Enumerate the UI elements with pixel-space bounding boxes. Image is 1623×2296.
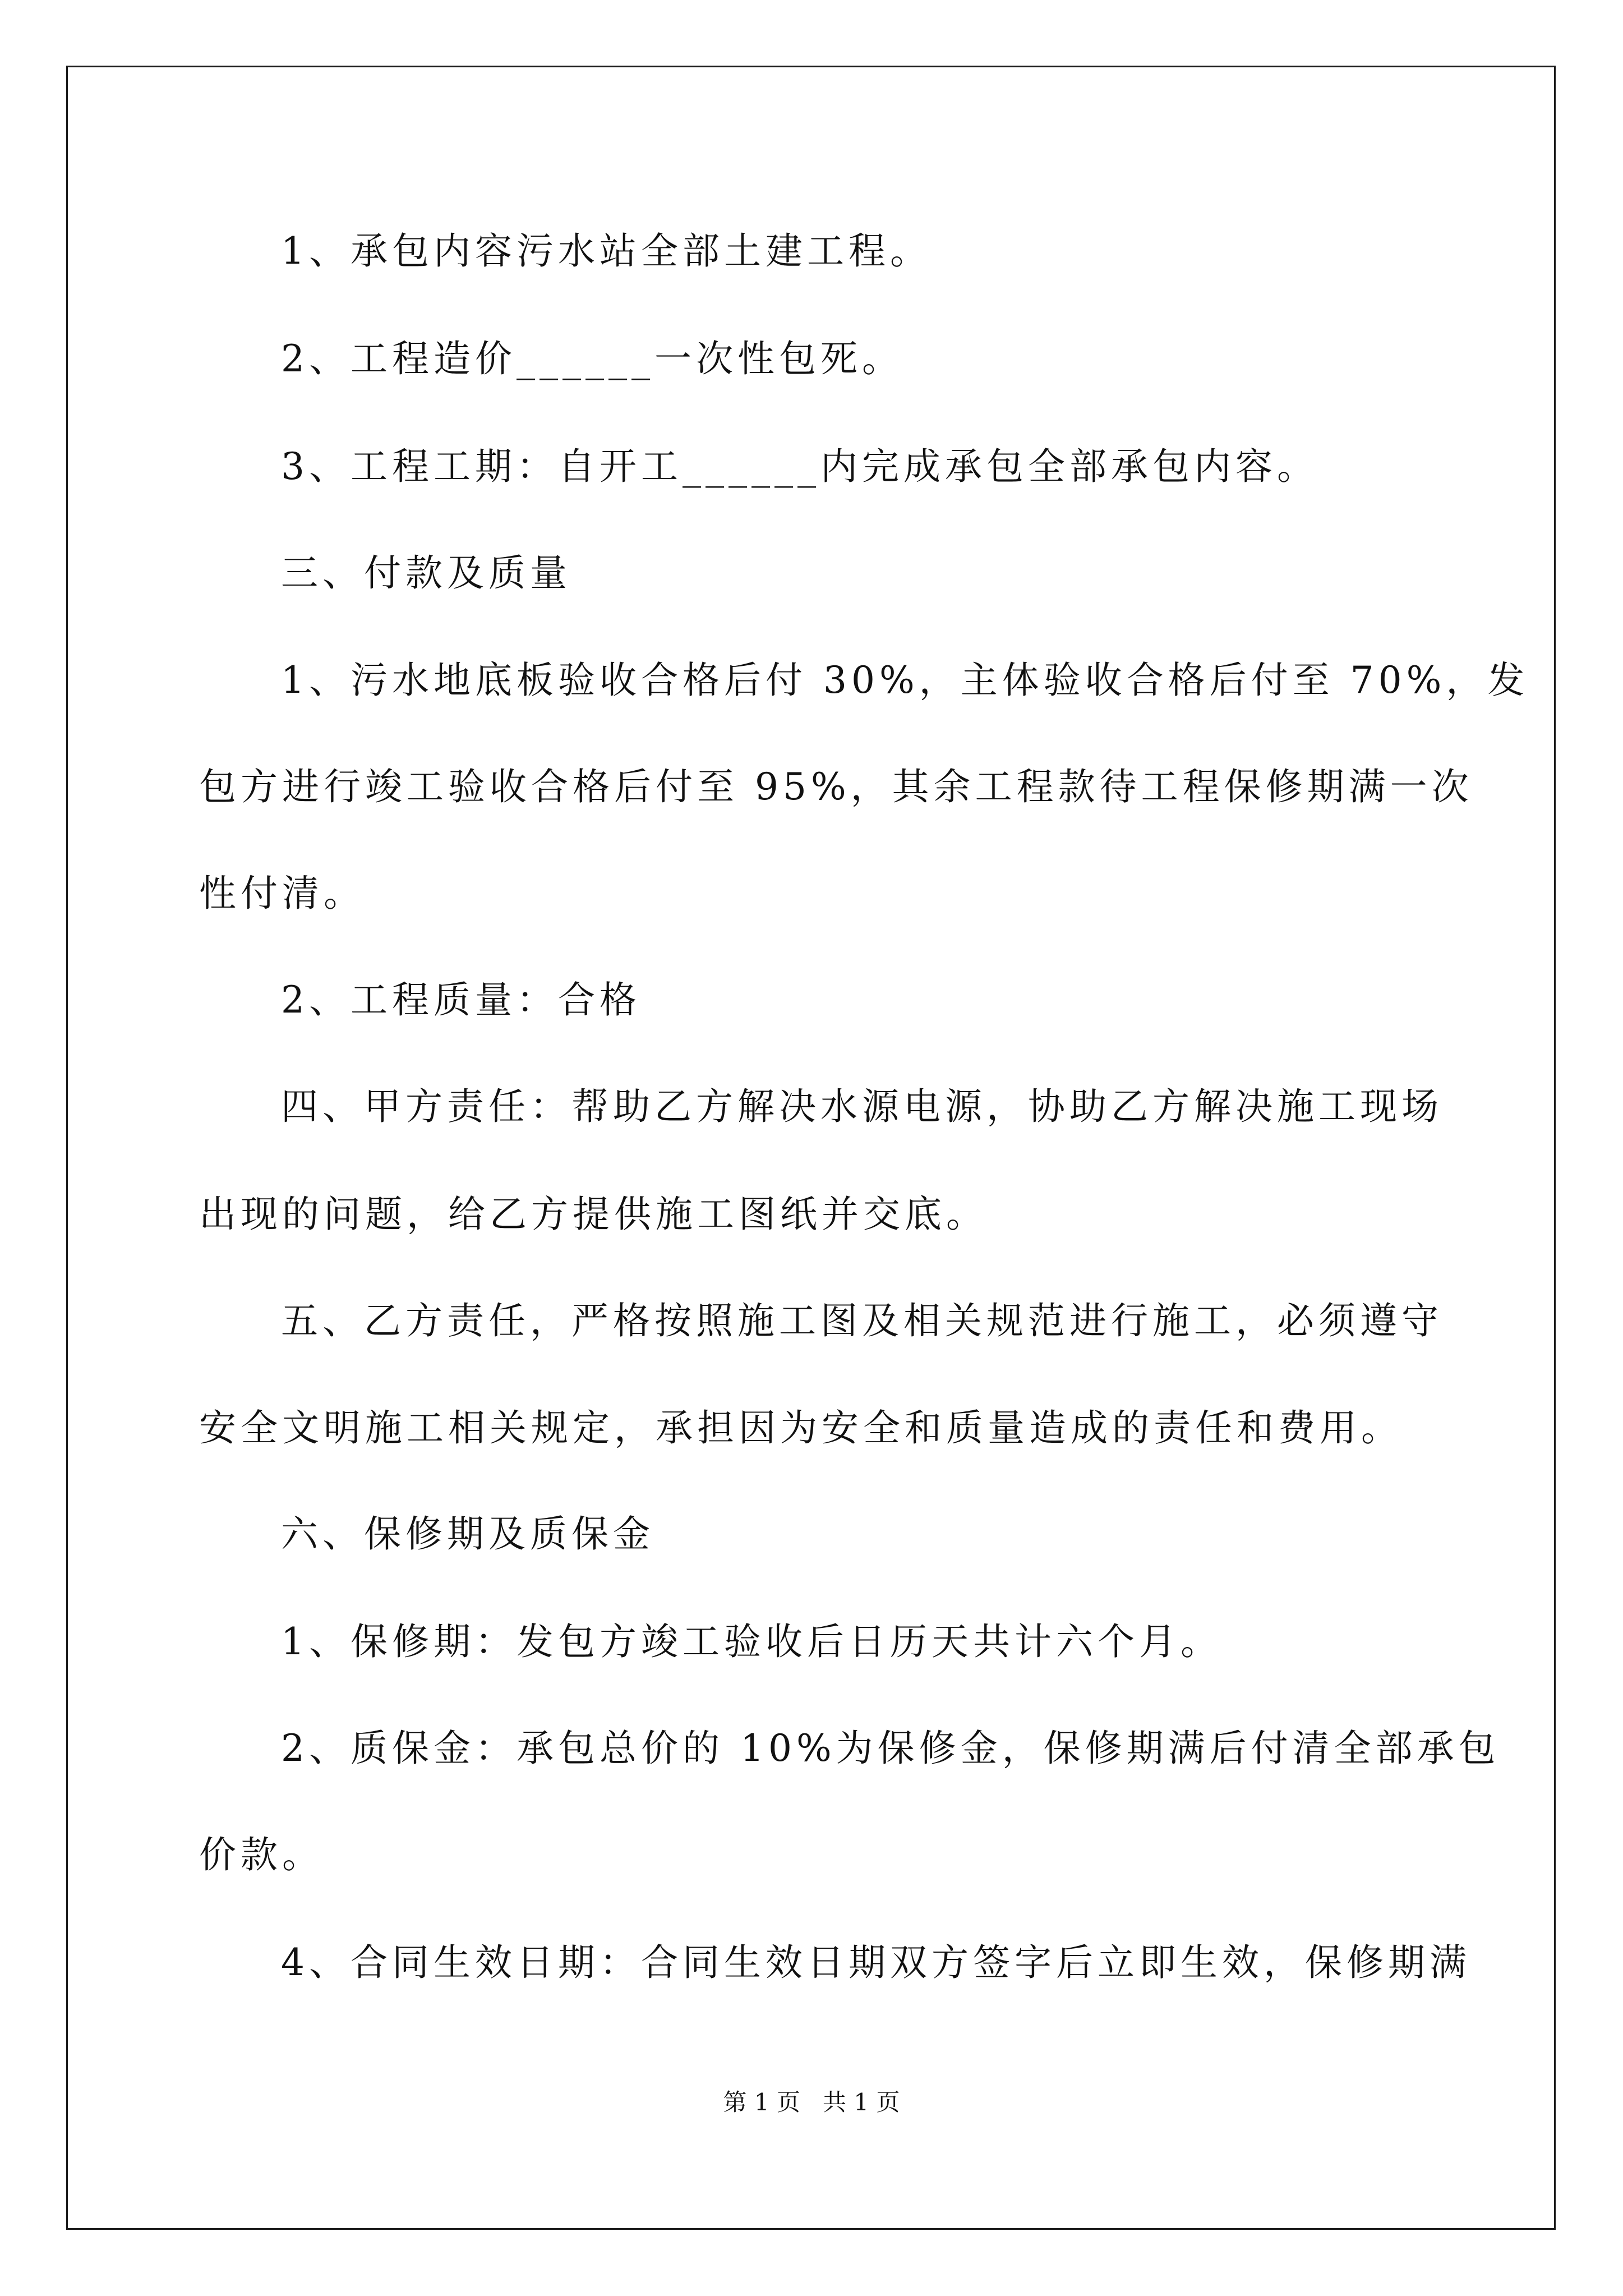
paragraph-line: 1、污水地底板验收合格后付 30%，主体验收合格后付至 70%，发 [281, 659, 1529, 702]
section-heading: 三、付款及质量 [281, 551, 571, 595]
paragraph-line: 4、合同生效日期：合同生效日期双方签字后立即生效，保修期满 [281, 1941, 1471, 1984]
paragraph-line: 1、承包内容污水站全部土建工程。 [281, 229, 932, 273]
paragraph-line: 3、工程工期：自开工______内完成承包全部承包内容。 [281, 445, 1318, 488]
paragraph-line: 价款。 [199, 1833, 324, 1876]
paragraph-line: 1、保修期：发包方竣工验收后日历天共计六个月。 [281, 1620, 1222, 1663]
paragraph-line: 2、工程质量：合格 [281, 978, 641, 1022]
paragraph-line: 包方进行竣工验收合格后付至 95%，其余工程款待工程保修期满一次 [199, 765, 1473, 808]
page-number-footer: 第 1 页 共 1 页 [723, 2088, 900, 2116]
paragraph-line: 出现的问题，给乙方提供施工图纸并交底。 [199, 1193, 988, 1236]
section-heading: 六、保修期及质保金 [281, 1512, 654, 1556]
paragraph-line: 五、乙方责任，严格按照施工图及相关规范进行施工，必须遵守 [281, 1299, 1443, 1342]
paragraph-line: 四、甲方责任：帮助乙方解决水源电源，协助乙方解决施工现场 [281, 1085, 1443, 1128]
paragraph-line: 性付清。 [199, 872, 365, 915]
paragraph-line: 2、质保金：承包总价的 10%为保修金，保修期满后付清全部承包 [281, 1727, 1500, 1770]
paragraph-line: 2、工程造价______一次性包死。 [281, 337, 903, 380]
page-border [66, 66, 1556, 2230]
paragraph-line: 安全文明施工相关规定，承担因为安全和质量造成的责任和费用。 [199, 1406, 1403, 1450]
